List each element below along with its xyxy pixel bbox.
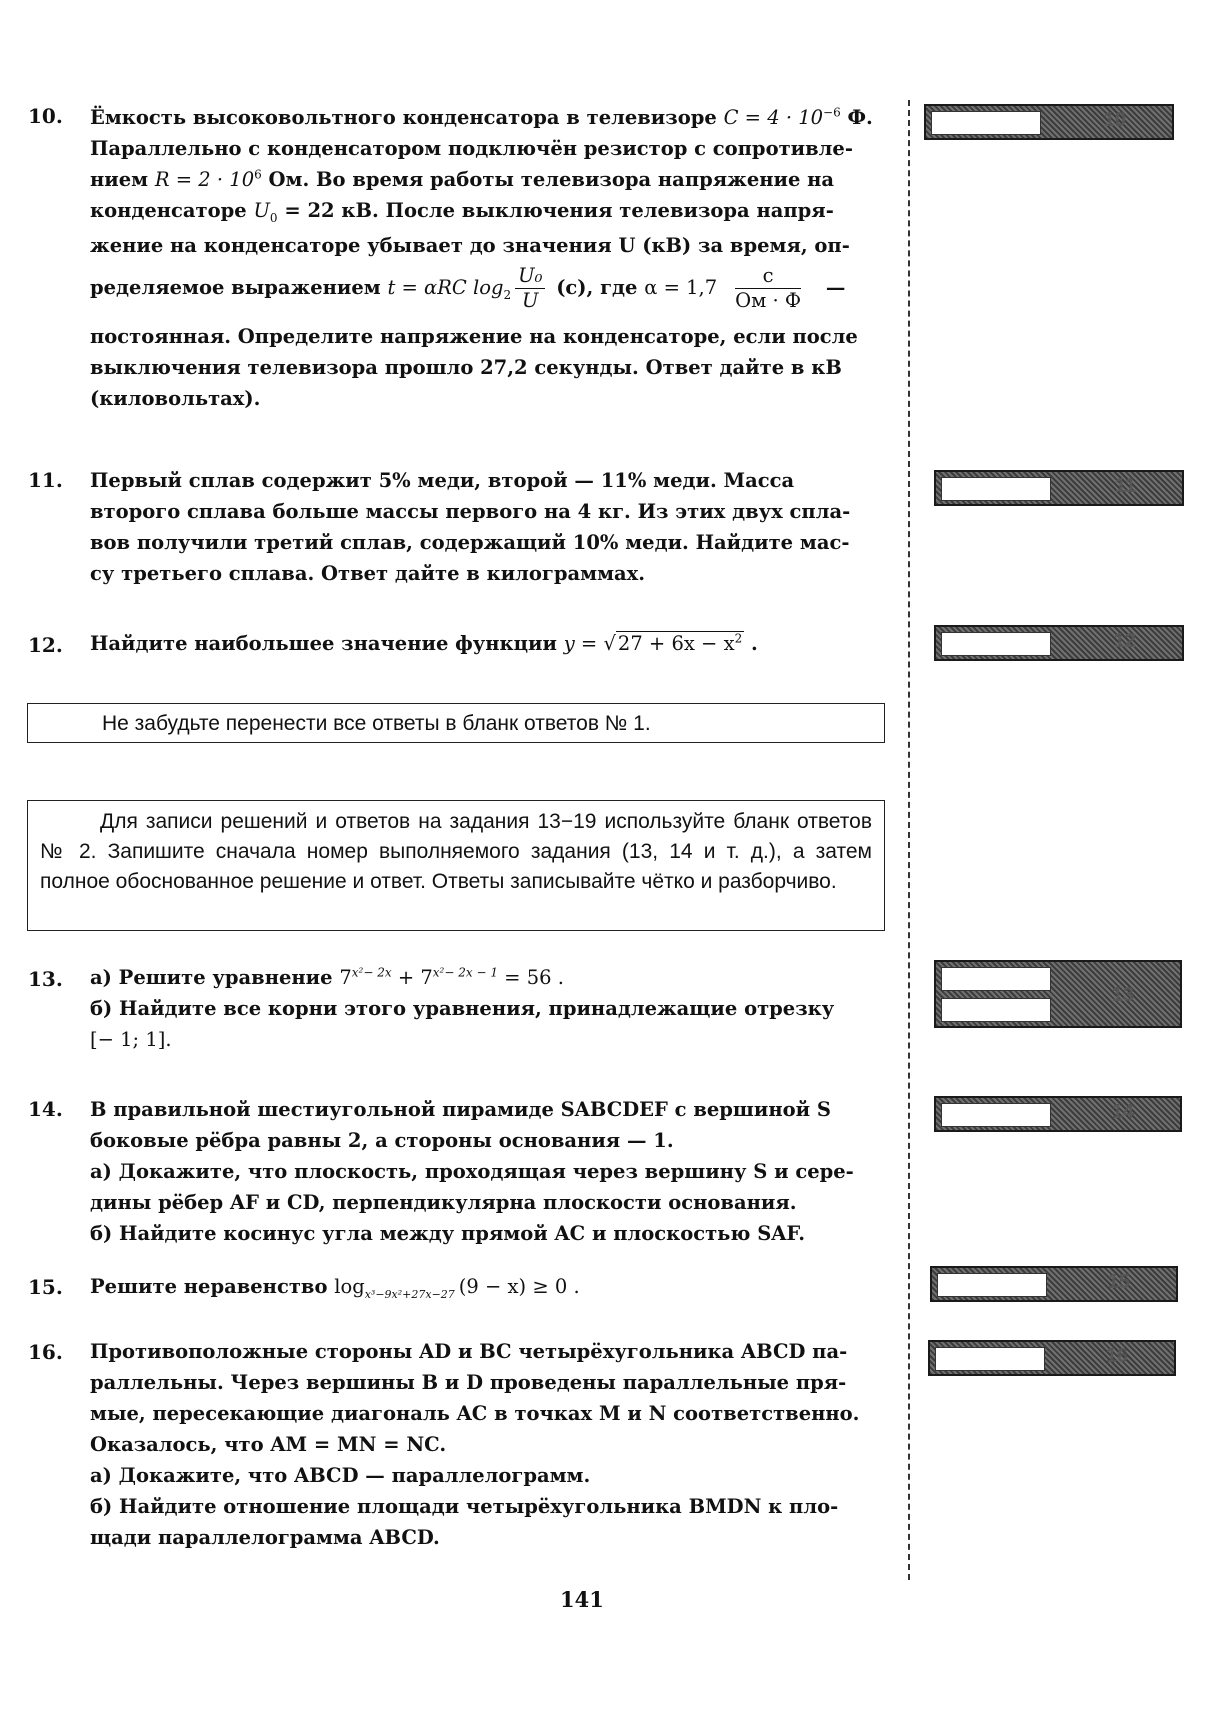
problem-number-10: 10.	[28, 104, 63, 128]
answer-box-label: 12	[1113, 630, 1136, 652]
instructions-note: Для записи решений и ответов на задания 13−19 используйте бланк ответов № 2. Запишите сначала номер выполняемого задания (13, 14 и т. д.), а затем полное обоснованное решение и ответ. Ответы записывайте чётко и разборчиво.	[27, 800, 885, 931]
answer-box-10[interactable]	[924, 104, 1174, 140]
answer-cell[interactable]	[935, 1347, 1045, 1371]
answer-box-14[interactable]	[934, 1096, 1182, 1132]
square-root: √ $27 + 6x - x^2$	[603, 631, 743, 655]
problem-number-11: 11.	[28, 468, 63, 492]
answer-cell[interactable]	[941, 1103, 1051, 1127]
answer-box-13[interactable]	[934, 960, 1182, 1028]
page-number: 141	[560, 1587, 604, 1612]
answer-box-16[interactable]	[928, 1340, 1176, 1376]
answer-box-12[interactable]	[934, 625, 1184, 661]
cut-line-divider	[908, 100, 910, 1580]
fraction-units: $\frac{с}{Ом \cdot Ф}$	[735, 264, 802, 312]
answer-cell[interactable]	[937, 1273, 1047, 1297]
problem-10-text: Ёмкость высоковольтного конденсатора в телевизоре $C = 4 \cdot 10^{-6}$ Ф. Параллельно с конденсатором подключён резистор с сопротивле- нием $R = 2 \cdot 10^6$ Ом. Во время работы телевизора напряжение на конденсаторе $U_0 = 22$ кВ. После выключения телевизора напря- жение на конденсаторе убывает до значения U (кВ) за время, оп- ределяемое выражением t = αRC $\log_2$ $\frac{\text{U₀}}{U}$ (с), где α = 1,7 $\frac{с}{Ом \cdot Ф}$ — постоянная. Определите напряжение на конденсаторе, если после выключения телевизора прошло 27,2 секунды. Ответ дайте в кВ (киловольтах).	[90, 105, 873, 410]
transfer-answers-note: Не забудьте перенести все ответы в бланк ответов № 1.	[27, 703, 885, 743]
answer-box-label: 16	[1105, 1345, 1128, 1367]
fraction-u0-over-u: $\frac{\text{U₀}}{U}$	[515, 264, 545, 313]
problem-13-text: а) Решите уравнение $7^{x^2- 2x} + 7^{x^2- 2x - 1} = 56$ . б) Найдите все корни этого уравнения, принадлежащие отрезку [− 1; 1].	[90, 965, 835, 1051]
answer-cell-second[interactable]	[941, 998, 1051, 1022]
answer-box-label: 11	[1114, 475, 1136, 497]
problem-number-13: 13.	[28, 967, 63, 991]
answer-box-label: 10	[1103, 109, 1126, 131]
problem-16-text: Противоположные стороны AD и BC четырёхугольника ABCD па- раллельны. Через вершины B и D проведены параллельные пря- мые, пересекающие диагональ AC в точках M и N соответственно. Оказалось, что AM = MN = NC. а) Докажите, что ABCD — параллелограмм. б) Найдите отношение площади четырёхугольника BMDN к пло- щади параллелограмма ABCD.	[90, 1340, 860, 1549]
answer-cell[interactable]	[941, 477, 1051, 501]
answer-cell[interactable]	[941, 967, 1051, 991]
problem-14-text: В правильной шестиугольной пирамиде SABCDEF с вершиной S боковые рёбра равны 2, а стороны основания — 1. а) Докажите, что плоскость, проходящая через вершину S и сере- дины рёбер AF и CD, перпендикулярна плоскости основания. б) Найдите косинус угла между прямой AC и плоскостью SAF.	[90, 1098, 854, 1245]
problem-number-12: 12.	[28, 633, 63, 657]
problem-11-text: Первый сплав содержит 5% меди, второй — 11% меди. Масса второго сплава больше массы первого на 4 кг. Из этих двух спла- вов получили третий сплав, содержащий 10% меди. Найдите мас- су третьего сплава. Ответ дайте в килограммах.	[90, 469, 851, 585]
answer-cell[interactable]	[941, 632, 1051, 656]
answer-box-label: 14	[1111, 1101, 1134, 1123]
problem-number-14: 14.	[28, 1097, 63, 1121]
answer-cell[interactable]	[931, 111, 1041, 135]
answer-box-11[interactable]	[934, 470, 1184, 506]
problem-15-text: Решите неравенство $\log_{x^3-9x^2+27x-27} (9 - x) \ge 0$ .	[90, 1275, 580, 1301]
answer-box-label: 13	[1111, 984, 1134, 1006]
problem-number-16: 16.	[28, 1340, 63, 1364]
problem-12-text: Найдите наибольшее значение функции y = √ $27 + 6x - x^2$ .	[90, 628, 885, 659]
answer-box-15[interactable]	[930, 1266, 1178, 1302]
problem-number-15: 15.	[28, 1275, 63, 1299]
answer-box-label: 15	[1107, 1271, 1130, 1293]
